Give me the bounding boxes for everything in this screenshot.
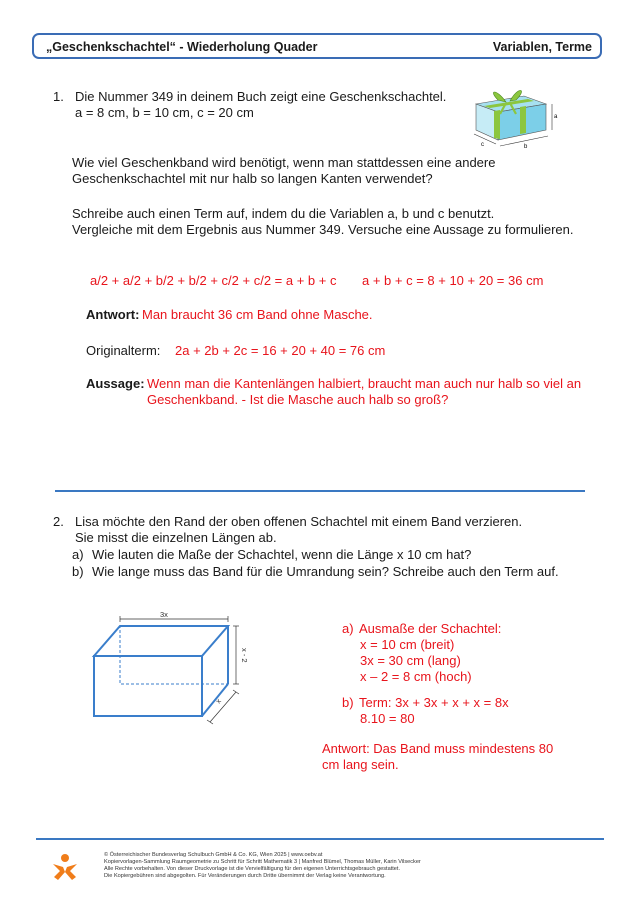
task1-statement-line2: Geschenkband. - Ist die Masche auch halb so groß?	[147, 392, 449, 407]
task2-solution-b-line1: Term: 3x + 3x + x + x = 8x	[359, 695, 509, 710]
gift-box-illustration	[466, 82, 574, 152]
task1-statement-label: Aussage:	[86, 376, 145, 391]
task2-number: 2.	[53, 514, 64, 529]
task2-solution-a-line3: x – 2 = 8 cm (hoch)	[360, 669, 472, 684]
publisher-logo-icon	[50, 853, 80, 883]
page-header	[32, 33, 602, 59]
task1-intro-line1: Die Nummer 349 in deinem Buch zeigt eine Geschenkschachtel.	[75, 89, 447, 104]
task2-solution-b-label: b)	[342, 695, 354, 710]
footer-divider	[36, 838, 604, 840]
box-label-a: a	[554, 114, 558, 120]
box-label-3x: 3x	[160, 610, 168, 619]
task1-instruction-line1: Schreibe auch einen Term auf, indem du die Variablen a, b und c benutzt.	[72, 206, 495, 221]
box-label-b: b	[524, 144, 528, 150]
task2-question-b-text: Wie lange muss das Band für die Umrandung sein? Schreibe auch den Term auf.	[92, 564, 559, 579]
task1-statement-line1: Wenn man die Kantenlängen halbiert, braucht man auch nur halb so viel an	[147, 376, 582, 391]
footer-line2: Kopiervorlagen-Sammlung Raumgeometrie zu Schritt für Schritt Mathematik 3 | Manfred Blümel, Thomas Müller, Karin Vilsecker	[104, 859, 421, 865]
task1-question-line1: Wie viel Geschenkband wird benötigt, wenn man stattdessen eine andere	[72, 155, 496, 170]
task1-intro-line2: a = 8 cm, b = 10 cm, c = 20 cm	[75, 105, 254, 120]
task2-question-b-label: b)	[72, 564, 84, 579]
box-label-x: x	[213, 696, 223, 706]
task1-answer-text: Man braucht 36 cm Band ohne Masche.	[142, 307, 373, 322]
task2-intro-line1: Lisa möchte den Rand der oben offenen Schachtel mit einem Band verzieren.	[75, 514, 523, 529]
task1-solution-term: a/2 + a/2 + b/2 + b/2 + c/2 + c/2 = a + b + c	[90, 273, 337, 288]
footer-line3: Alle Rechte vorbehalten. Von dieser Druckvorlage ist die Vervielfältigung für den eigenen Unterrichtsgebrauch gestattet.	[104, 866, 401, 872]
task1-question-line2: Geschenkschachtel mit nur halb so langen Kanten verwendet?	[72, 171, 433, 186]
task1-original-text: 2a + 2b + 2c = 16 + 20 + 40 = 76 cm	[175, 343, 386, 358]
task1-number: 1.	[53, 89, 64, 104]
task1-original-label: Originalterm:	[86, 343, 161, 358]
task2-answer-line2: cm lang sein.	[322, 757, 399, 772]
footer-line1: © Österreichischer Bundesverlag Schulbuch GmbH & Co. KG, Wien 2025 | www.oebv.at	[104, 852, 323, 858]
task1-answer-label: Antwort:	[86, 307, 140, 322]
task2-solution-a-line1: x = 10 cm (breit)	[360, 637, 455, 652]
footer-line4: Die Kopiergebühren sind abgegolten. Für Veränderungen durch Dritte übernimmt der Verlag keine Verantwortung.	[104, 873, 386, 879]
task2-solution-b-line2: 8.10 = 80	[360, 711, 415, 726]
task2-answer-line1: Antwort: Das Band muss mindestens 80	[322, 741, 554, 756]
task2-question-a-label: a)	[72, 547, 84, 562]
page-topic: Variablen, Terme	[492, 40, 592, 54]
task1-instruction-line2: Vergleiche mit dem Ergebnis aus Nummer 349. Versuche eine Aussage zu formulieren.	[72, 222, 574, 237]
task2-solution-a-line2: 3x = 30 cm (lang)	[360, 653, 461, 668]
section-divider	[55, 490, 585, 492]
open-box-illustration	[88, 612, 248, 732]
task2-question-a-text: Wie lauten die Maße der Schachtel, wenn die Länge x 10 cm hat?	[92, 547, 472, 562]
box-label-x-minus-2: x - 2	[240, 648, 249, 663]
task2-solution-a-title: Ausmaße der Schachtel:	[359, 621, 502, 636]
box-label-c: c	[481, 142, 484, 148]
task2-intro-line2: Sie misst die einzelnen Längen ab.	[75, 530, 277, 545]
page-title: „Geschenkschachtel“ - Wiederholung Quader	[46, 40, 318, 54]
task1-solution-calc: a + b + c = 8 + 10 + 20 = 36 cm	[362, 273, 544, 288]
task2-solution-a-label: a)	[342, 621, 354, 636]
